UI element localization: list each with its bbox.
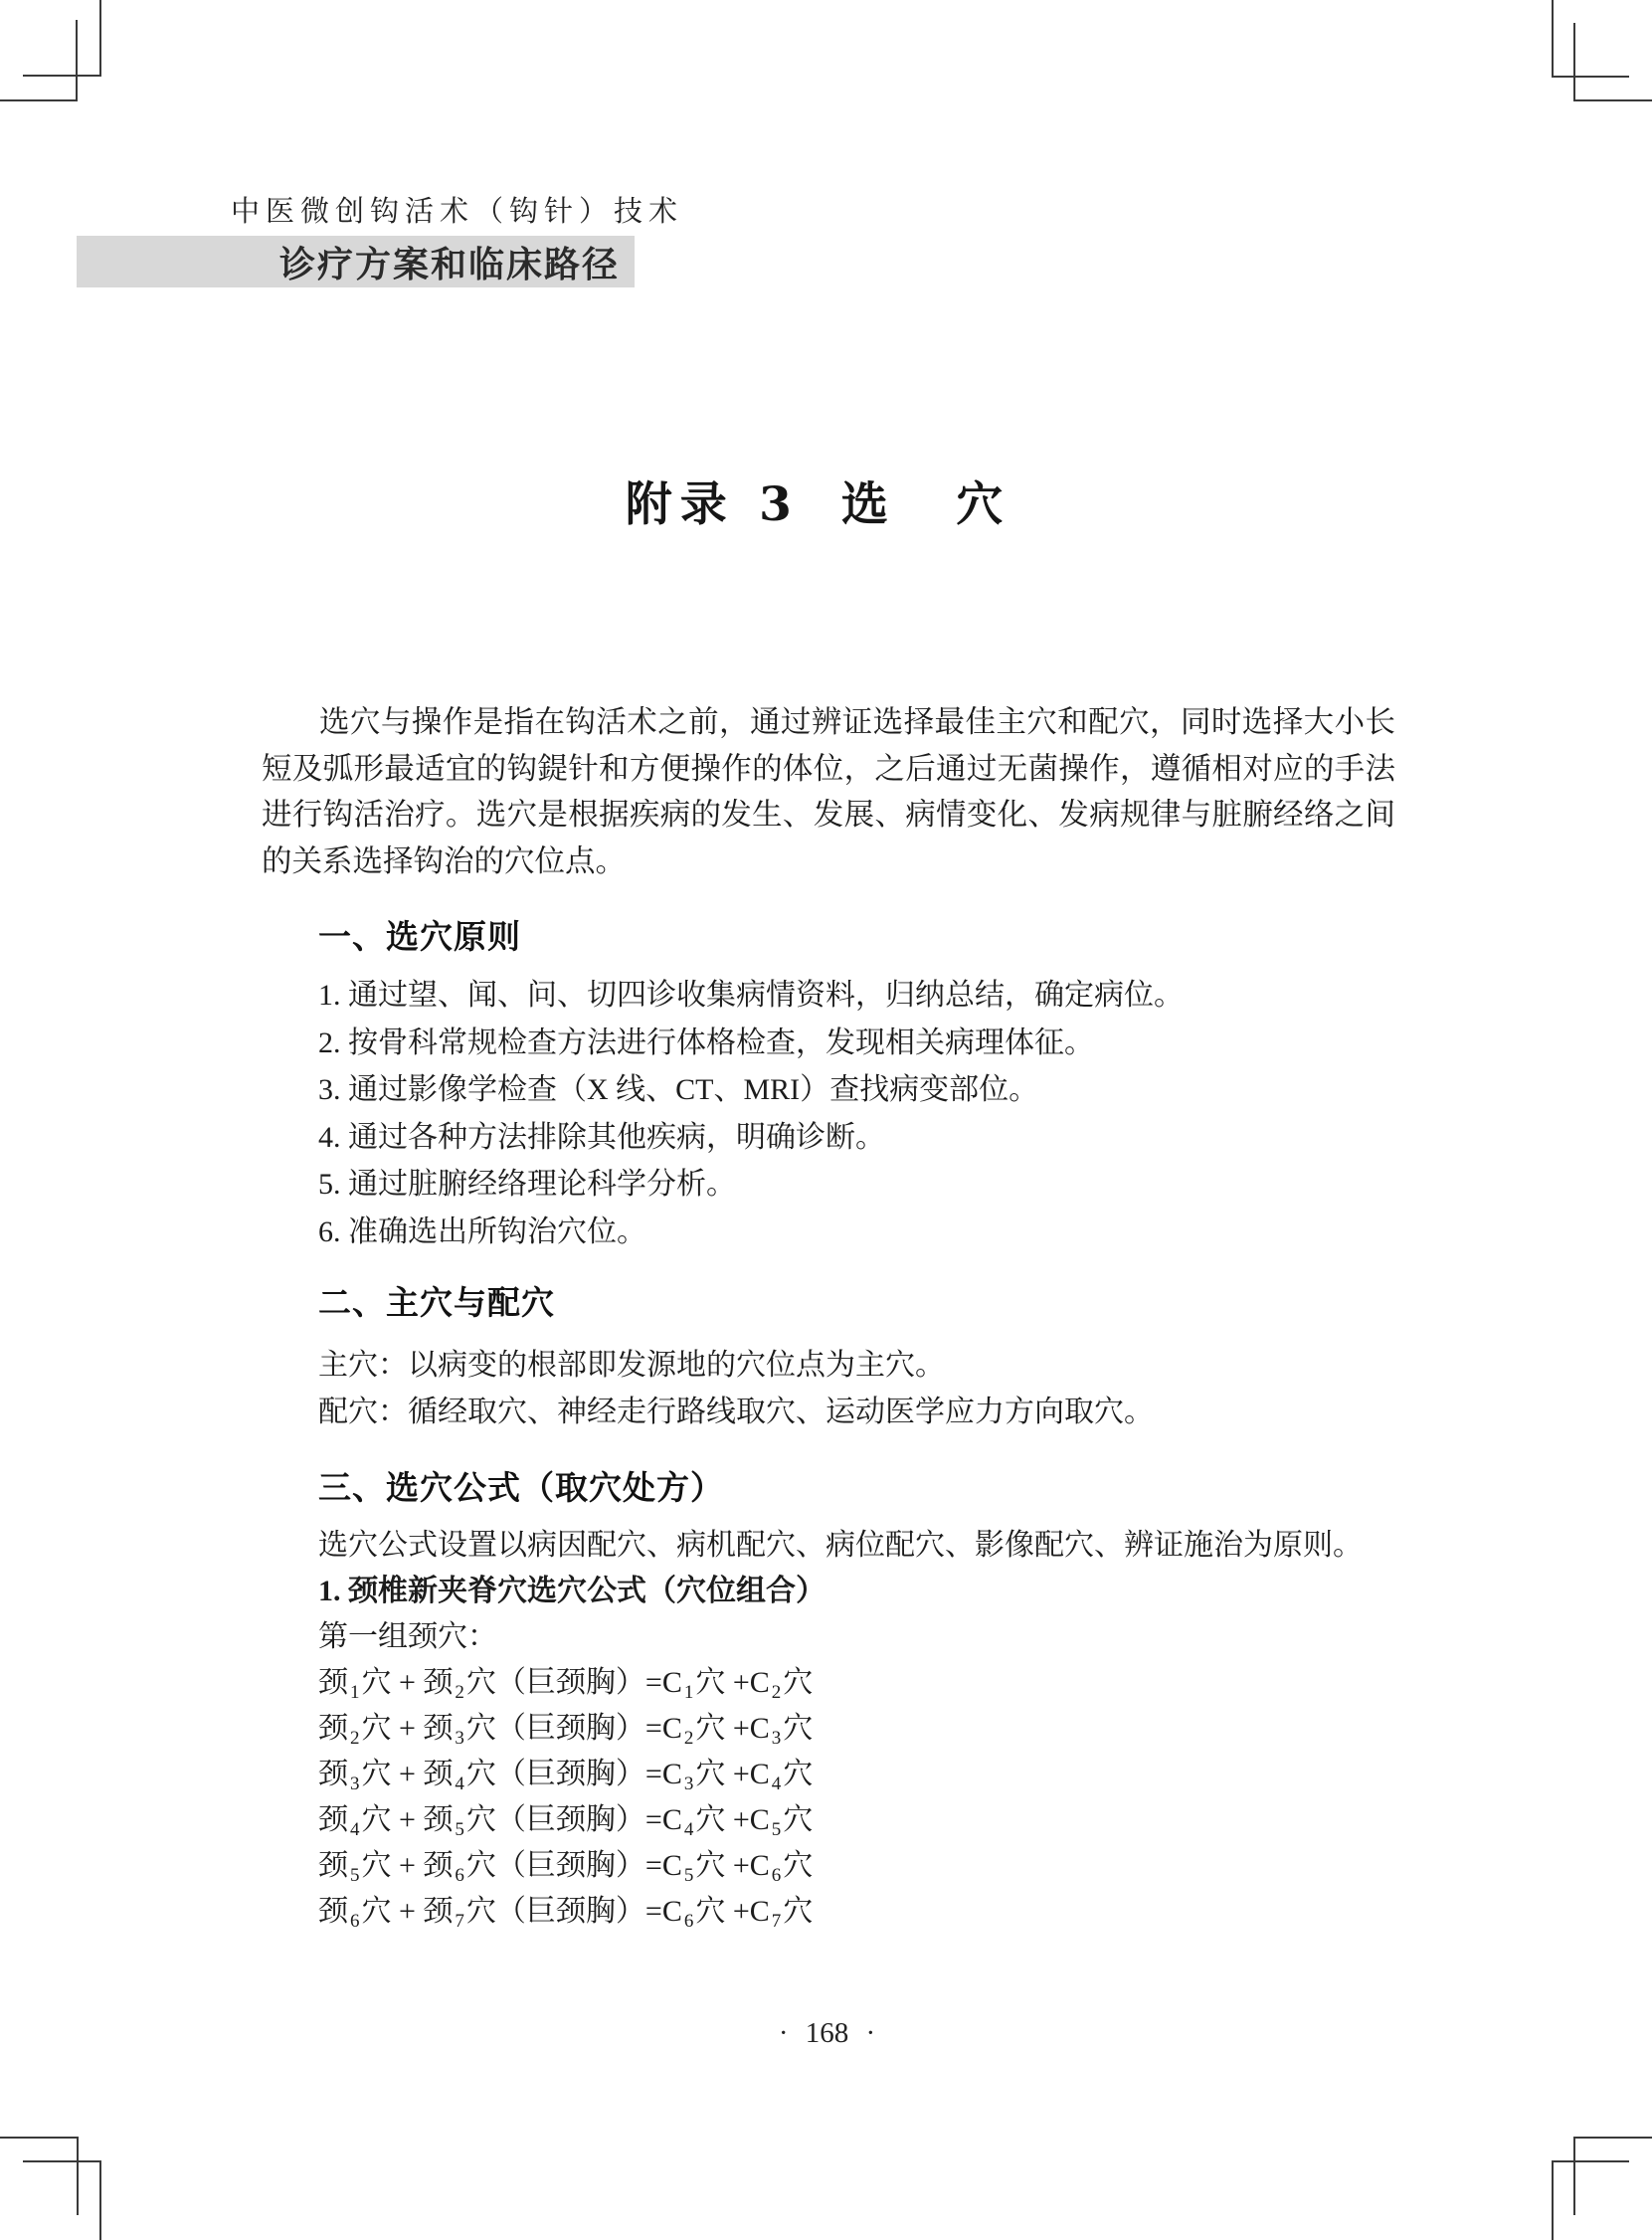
section1-heading: 一、选穴原则 [318, 918, 521, 955]
list-item: 5. 通过脏腑经络理论科学分析。 [318, 1168, 736, 1201]
main-point-line: 主穴：以病变的根部即发源地的穴位点为主穴。 [318, 1349, 945, 1382]
section3-heading: 三、选穴公式（取穴处方） [318, 1469, 724, 1506]
chapter-title [262, 467, 1392, 534]
chapter-title-name: 选 穴 [840, 477, 1029, 532]
formula-line: 颈 $_4$穴 + 颈 $_5$穴（巨颈胸）=C $_4$穴 +C $_5$穴 [318, 1803, 814, 1840]
formula-heading: 1. 颈椎新夹脊穴选穴公式（穴位组合） [318, 1575, 826, 1607]
page-number: · 168 · [778, 2017, 876, 2049]
formula-line: 颈 $_6$穴 + 颈 $_7$穴（巨颈胸）=C $_6$穴 +C $_7$穴 [318, 1895, 814, 1932]
crop-mark-top-left-inner [0, 20, 78, 101]
list-item: 3. 通过影像学检查（X 线、CT、MRI）查找病变部位。 [318, 1073, 1039, 1106]
running-head-book-title: 中医微创钩活术（钩针）技术 [231, 194, 684, 228]
crop-mark-bottom-right-inner [1552, 2160, 1629, 2240]
formula-line: 颈 $_5$穴 + 颈 $_6$穴（巨颈胸）=C $_5$穴 +C $_6$穴 [318, 1849, 814, 1886]
chapter-title-prefix: 附录 3 [625, 477, 800, 532]
list-item: 1. 通过望、闻、问、切四诊收集病情资料，归纳总结，确定病位。 [318, 979, 1184, 1012]
formula-line: 颈 $_3$穴 + 颈 $_4$穴（巨颈胸）=C $_3$穴 +C $_4$穴 [318, 1758, 814, 1794]
section2-body [318, 1342, 1154, 1435]
crop-mark-top-right-inner [1573, 23, 1652, 101]
section2-heading: 二、主穴与配穴 [318, 1284, 555, 1321]
intro-paragraph: 选穴与操作是指在钩活术之前，通过辨证选择最佳主穴和配穴，同时选择大小长短及弧形最适宜的钩鍉针和方便操作的体位，之后通过无菌操作，遵循相对应的手法进行钩活治疗。选穴是根据疾病的发生、发展、病情变化、发病规律与脏腑经络之间的关系选择钩治的穴位点。 [262, 705, 1395, 878]
list-item: 2. 按骨科常规检查方法进行体格检查，发现相关病理体征。 [318, 1026, 1094, 1059]
group-label: 第一组颈穴： [318, 1620, 497, 1653]
list-item: 4. 通过各种方法排除其他疾病，明确诊断。 [318, 1120, 885, 1154]
section3-intro: 选穴公式设置以病因配穴、病机配穴、病位配穴、影像配穴、辨证施治为原则。 [318, 1529, 1363, 1562]
section1-list [318, 972, 1184, 1255]
formula-line: 颈 $_2$穴 + 颈 $_3$穴（巨颈胸）=C $_2$穴 +C $_3$穴 [318, 1712, 814, 1749]
formula-line: 颈 $_1$穴 + 颈 $_2$穴（巨颈胸）=C $_1$穴 +C $_2$穴 [318, 1666, 814, 1703]
section3-body [318, 1523, 1363, 1935]
running-head-series-title: 诊疗方案和临床路径 [278, 243, 620, 284]
crop-mark-bottom-left-inner [23, 2160, 101, 2240]
match-point-line: 配穴：循经取穴、神经走行路线取穴、运动医学应力方向取穴。 [318, 1396, 1154, 1428]
running-head-series-bar [77, 236, 635, 287]
list-item: 6. 准确选出所钩治穴位。 [318, 1214, 646, 1248]
